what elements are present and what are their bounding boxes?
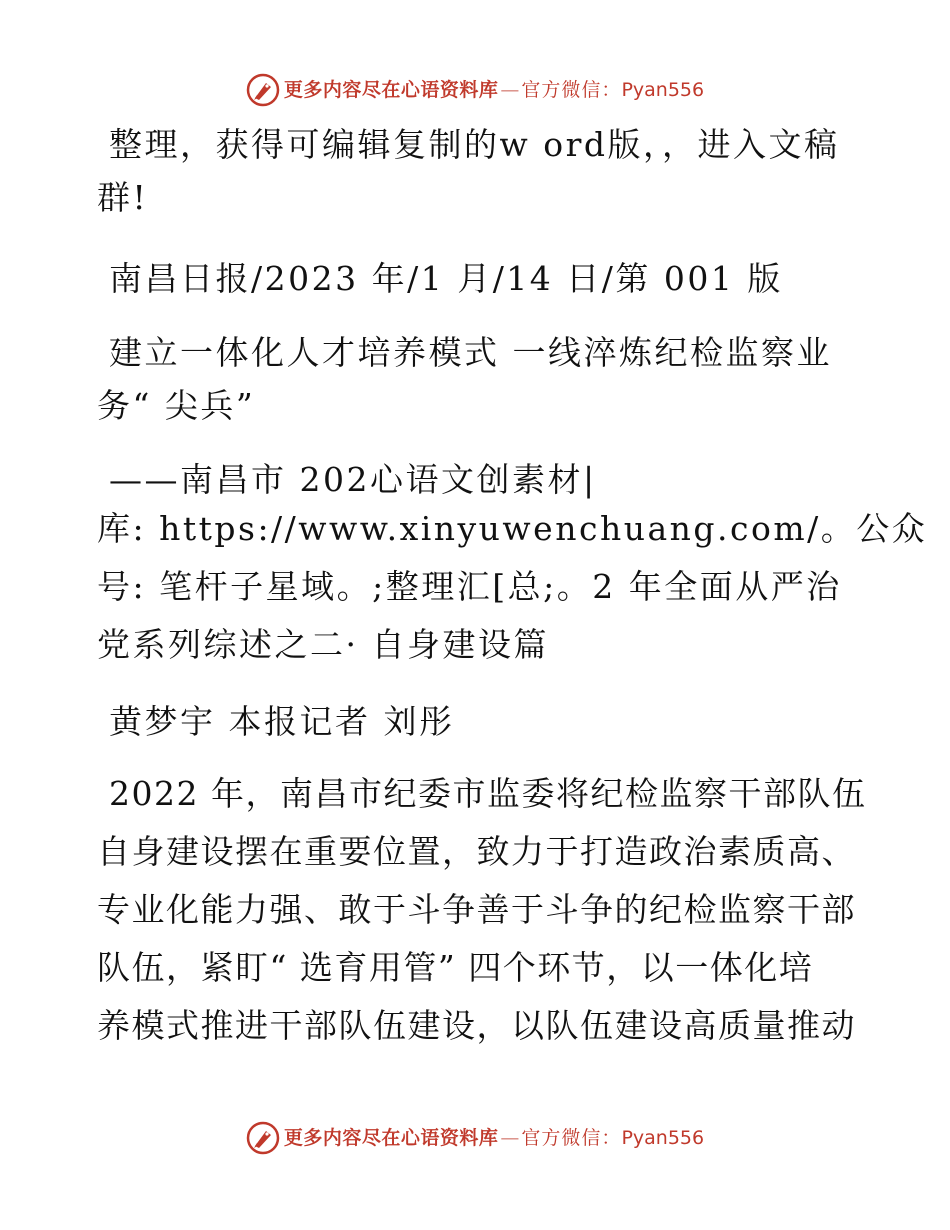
article-title xyxy=(97,326,857,432)
pen-nib-logo-icon xyxy=(246,73,280,107)
banner-separator: — xyxy=(500,78,520,101)
banner-separator: — xyxy=(500,1126,520,1149)
document-content xyxy=(97,118,928,1055)
dateline xyxy=(97,252,857,305)
banner-wechat-id: Pyan556 xyxy=(621,1126,705,1149)
subtitle-line: 号: 笔杆子星域。;整理汇[总;。2 年全面从严治 xyxy=(97,567,842,606)
dateline-text: 南昌日报/2023 年/1 月/14 日/第 001 版 xyxy=(109,259,783,298)
intro-line: 群! xyxy=(97,178,149,217)
body-line: 专业化能力强、敢于斗争善于斗争的纪检监察干部 xyxy=(97,890,856,929)
pen-nib-logo-icon xyxy=(246,1121,280,1155)
article-subtitle-start xyxy=(97,453,857,506)
banner-wechat-label: 官方微信： xyxy=(521,1126,622,1149)
header-banner xyxy=(0,70,950,110)
title-line: 建立一体化人才培养模式 一线淬炼纪检监察业 xyxy=(109,333,832,372)
body-line: 队伍，紧盯“ 选育用管” 四个环节，以一体化培 xyxy=(97,948,814,987)
subtitle-line: 库: https://www.xinyuwenchuang.com/。公众 xyxy=(97,509,928,548)
byline xyxy=(97,695,857,748)
banner-main-text: 更多内容尽在心语资料库 xyxy=(283,1126,499,1149)
subtitle-line: 党系列综述之二· 自身建设篇 xyxy=(97,625,549,664)
intro-line: 整理，获得可编辑复制的w ord版，，进入文稿 xyxy=(109,125,840,164)
article-subtitle-continued xyxy=(97,500,928,674)
title-line: 务“ 尖兵” xyxy=(97,386,256,425)
body-paragraph xyxy=(97,765,867,1055)
subtitle-line: ——南昌市 202心语文创素材| xyxy=(109,460,597,499)
banner-main-text: 更多内容尽在心语资料库 xyxy=(283,78,499,101)
body-line: 自身建设摆在重要位置，致力于打造政治素质高、 xyxy=(97,832,856,871)
body-line: 2022 年，南昌市纪委市监委将纪检监察干部队伍 xyxy=(109,774,867,813)
banner-wechat-label: 官方微信： xyxy=(521,78,622,101)
banner-wechat-id: Pyan556 xyxy=(621,78,705,101)
intro-paragraph xyxy=(97,118,857,224)
byline-text: 黄梦宇 本报记者 刘彤 xyxy=(109,702,455,741)
body-line: 养模式推进干部队伍建设，以队伍建设高质量推动 xyxy=(97,1006,856,1045)
footer-banner xyxy=(0,1118,950,1158)
